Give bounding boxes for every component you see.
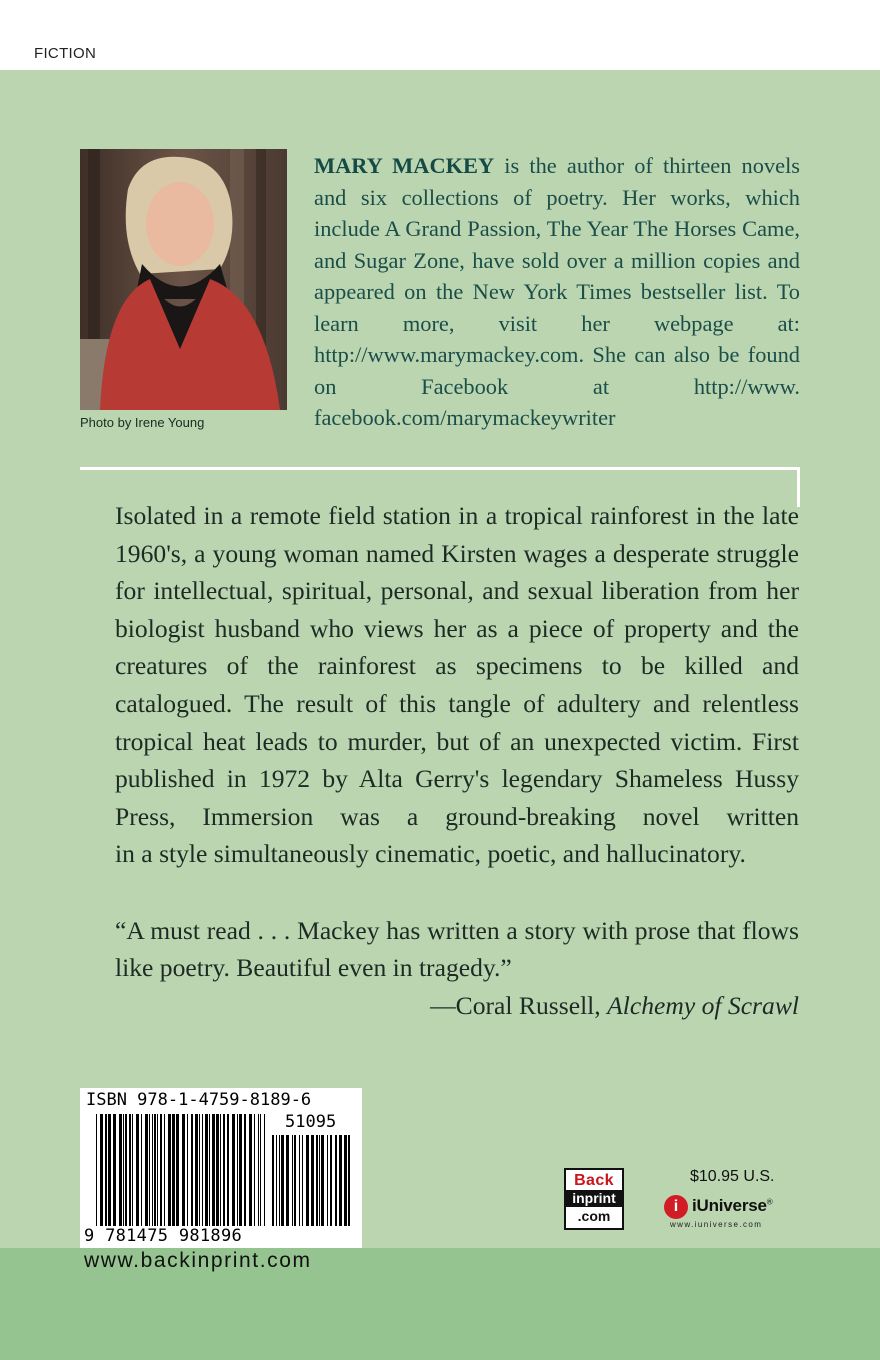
barcode-bar xyxy=(339,1135,342,1226)
barcode-bar xyxy=(223,1114,225,1226)
barcode-bar xyxy=(292,1135,293,1226)
barcode-bar xyxy=(100,1114,103,1226)
book-description: Isolated in a remote field station in a tropical rainforest in the late 1960's, a young woman named Kirsten wages a desperate struggle for intellectual, spiritual, personal, and sexual liberation from her biologist husband who views her as a piece of property and the creatures of the rainforest as specimens to be killed and catalogued. The result of this tangle of adultery and relentless tropical heat leads to murder, but of an unexpected victim. First published in 1972 by Alta Gerry's legendary Shameless Hussy Press, Immersion was a ground-breaking novel written xyxy=(115,501,799,831)
barcode-bar xyxy=(311,1135,314,1226)
barcode-bar xyxy=(319,1135,320,1226)
barcode-bar xyxy=(249,1114,252,1226)
barcode-bar xyxy=(160,1114,162,1226)
barcode-bar xyxy=(294,1135,296,1226)
barcode-bar xyxy=(220,1114,221,1226)
barcode-bar xyxy=(281,1135,284,1226)
barcode-bar xyxy=(316,1135,318,1226)
barcode-bar xyxy=(187,1114,188,1226)
isbn-barcode xyxy=(80,1088,362,1248)
barcode-bar xyxy=(306,1135,309,1226)
barcode-bar xyxy=(125,1114,127,1226)
barcode-bar xyxy=(279,1135,280,1226)
isbn-number: ISBN 978-1-4759-8189-6 xyxy=(86,1090,312,1110)
barcode-bar xyxy=(105,1114,107,1226)
barcode-bar xyxy=(195,1114,198,1226)
photo-credit: Photo by Irene Young xyxy=(80,415,205,430)
barcode-bar xyxy=(335,1135,337,1226)
iuniverse-logo xyxy=(664,1192,804,1229)
barcode-bar xyxy=(119,1114,122,1226)
price-code: 51095 xyxy=(285,1112,337,1132)
top-strip xyxy=(0,0,880,70)
review-attribution xyxy=(430,987,799,1024)
iuniverse-url: www.iuniverse.com xyxy=(670,1220,763,1229)
review-source: Alchemy of Scrawl xyxy=(607,991,799,1020)
barcode-bar xyxy=(286,1135,289,1226)
barcode-bar xyxy=(123,1114,124,1226)
barcode-bar xyxy=(327,1135,328,1226)
barcode-bar xyxy=(348,1135,350,1226)
backinprint-logo-line2: inprint xyxy=(566,1190,622,1207)
iuniverse-mark-icon: i xyxy=(664,1195,688,1219)
barcode-bar xyxy=(168,1114,171,1226)
iuniverse-wordmark: iUniverse xyxy=(692,1196,767,1215)
barcode-bar xyxy=(191,1114,193,1226)
author-bio xyxy=(314,150,800,434)
barcode-bar xyxy=(113,1114,116,1226)
barcode-bar xyxy=(172,1114,175,1226)
iuniverse-trademark: ® xyxy=(766,1197,773,1207)
barcode-bar xyxy=(344,1135,347,1226)
barcode-bar xyxy=(164,1114,165,1226)
barcode-bar xyxy=(199,1114,200,1226)
genre-label: FICTION xyxy=(34,45,97,62)
backinprint-logo-line1: Back xyxy=(574,1172,614,1189)
review-quote: “A must read . . . Mackey has written a story with prose that flows like poetry. Beautiful even in tragedy.” xyxy=(115,916,799,982)
barcode-bar xyxy=(108,1114,111,1226)
barcode-bar xyxy=(209,1114,210,1226)
barcode-bar xyxy=(232,1114,235,1226)
publisher-website: www.backinprint.com xyxy=(84,1249,312,1272)
price: $10.95 U.S. xyxy=(690,1168,775,1185)
barcode-bar xyxy=(227,1114,229,1226)
barcode-bar xyxy=(260,1114,261,1226)
barcode-bar xyxy=(239,1114,242,1226)
barcode-bar xyxy=(157,1114,158,1226)
review-reviewer: —Coral Russell, xyxy=(430,991,608,1020)
barcode-bar xyxy=(176,1114,179,1226)
barcode-bar xyxy=(96,1114,97,1226)
barcode-bar xyxy=(276,1135,277,1226)
barcode-bar xyxy=(330,1135,332,1226)
backinprint-logo-line3: .com xyxy=(577,1208,611,1224)
author-name: MARY MACKEY xyxy=(314,153,495,178)
barcode-bar xyxy=(132,1114,133,1226)
barcode-bar xyxy=(145,1114,148,1226)
barcode-bar xyxy=(272,1135,274,1226)
ean-digits: 9 781475 981896 xyxy=(84,1226,243,1246)
barcode-bar xyxy=(152,1114,153,1226)
barcode-bar xyxy=(136,1114,139,1226)
barcode-bar xyxy=(129,1114,131,1226)
barcode-bar xyxy=(264,1114,265,1226)
barcode-bar xyxy=(205,1114,208,1226)
barcode-bar xyxy=(237,1114,238,1226)
barcode-bar xyxy=(299,1135,300,1226)
backinprint-logo xyxy=(564,1168,624,1230)
barcode-bar xyxy=(321,1135,324,1226)
author-bio-text: is the author of thirteen novels and six collections of poetry. Her works, which include A Grand Passion, The Year The Horses Came, and Sugar Zone, have sold over a million copies and appeared on the New York Times bestseller list. To learn more, visit her webpage at: http://www.marymackey.com. She can also be found on Facebook at http://www. facebook.com/marymackeywriter xyxy=(314,153,800,430)
book-description-last-line: in a style simultaneously cinematic, poetic, and hallucinatory. xyxy=(115,839,746,868)
barcode-addon-bars xyxy=(272,1135,350,1226)
barcode-bar xyxy=(258,1114,259,1226)
barcode-bar xyxy=(149,1114,150,1226)
barcode-bars xyxy=(96,1114,266,1226)
barcode-bar xyxy=(254,1114,255,1226)
barcode-bar xyxy=(202,1114,203,1226)
barcode-bar xyxy=(302,1135,303,1226)
barcode-bar xyxy=(244,1114,246,1226)
author-photo xyxy=(80,149,287,410)
frame-line-top xyxy=(80,467,800,470)
barcode-bar xyxy=(141,1114,142,1226)
barcode-bar xyxy=(216,1114,219,1226)
barcode-bar xyxy=(212,1114,215,1226)
iuniverse-name xyxy=(692,1196,772,1216)
barcode-bar xyxy=(182,1114,185,1226)
barcode-bar xyxy=(154,1114,156,1226)
